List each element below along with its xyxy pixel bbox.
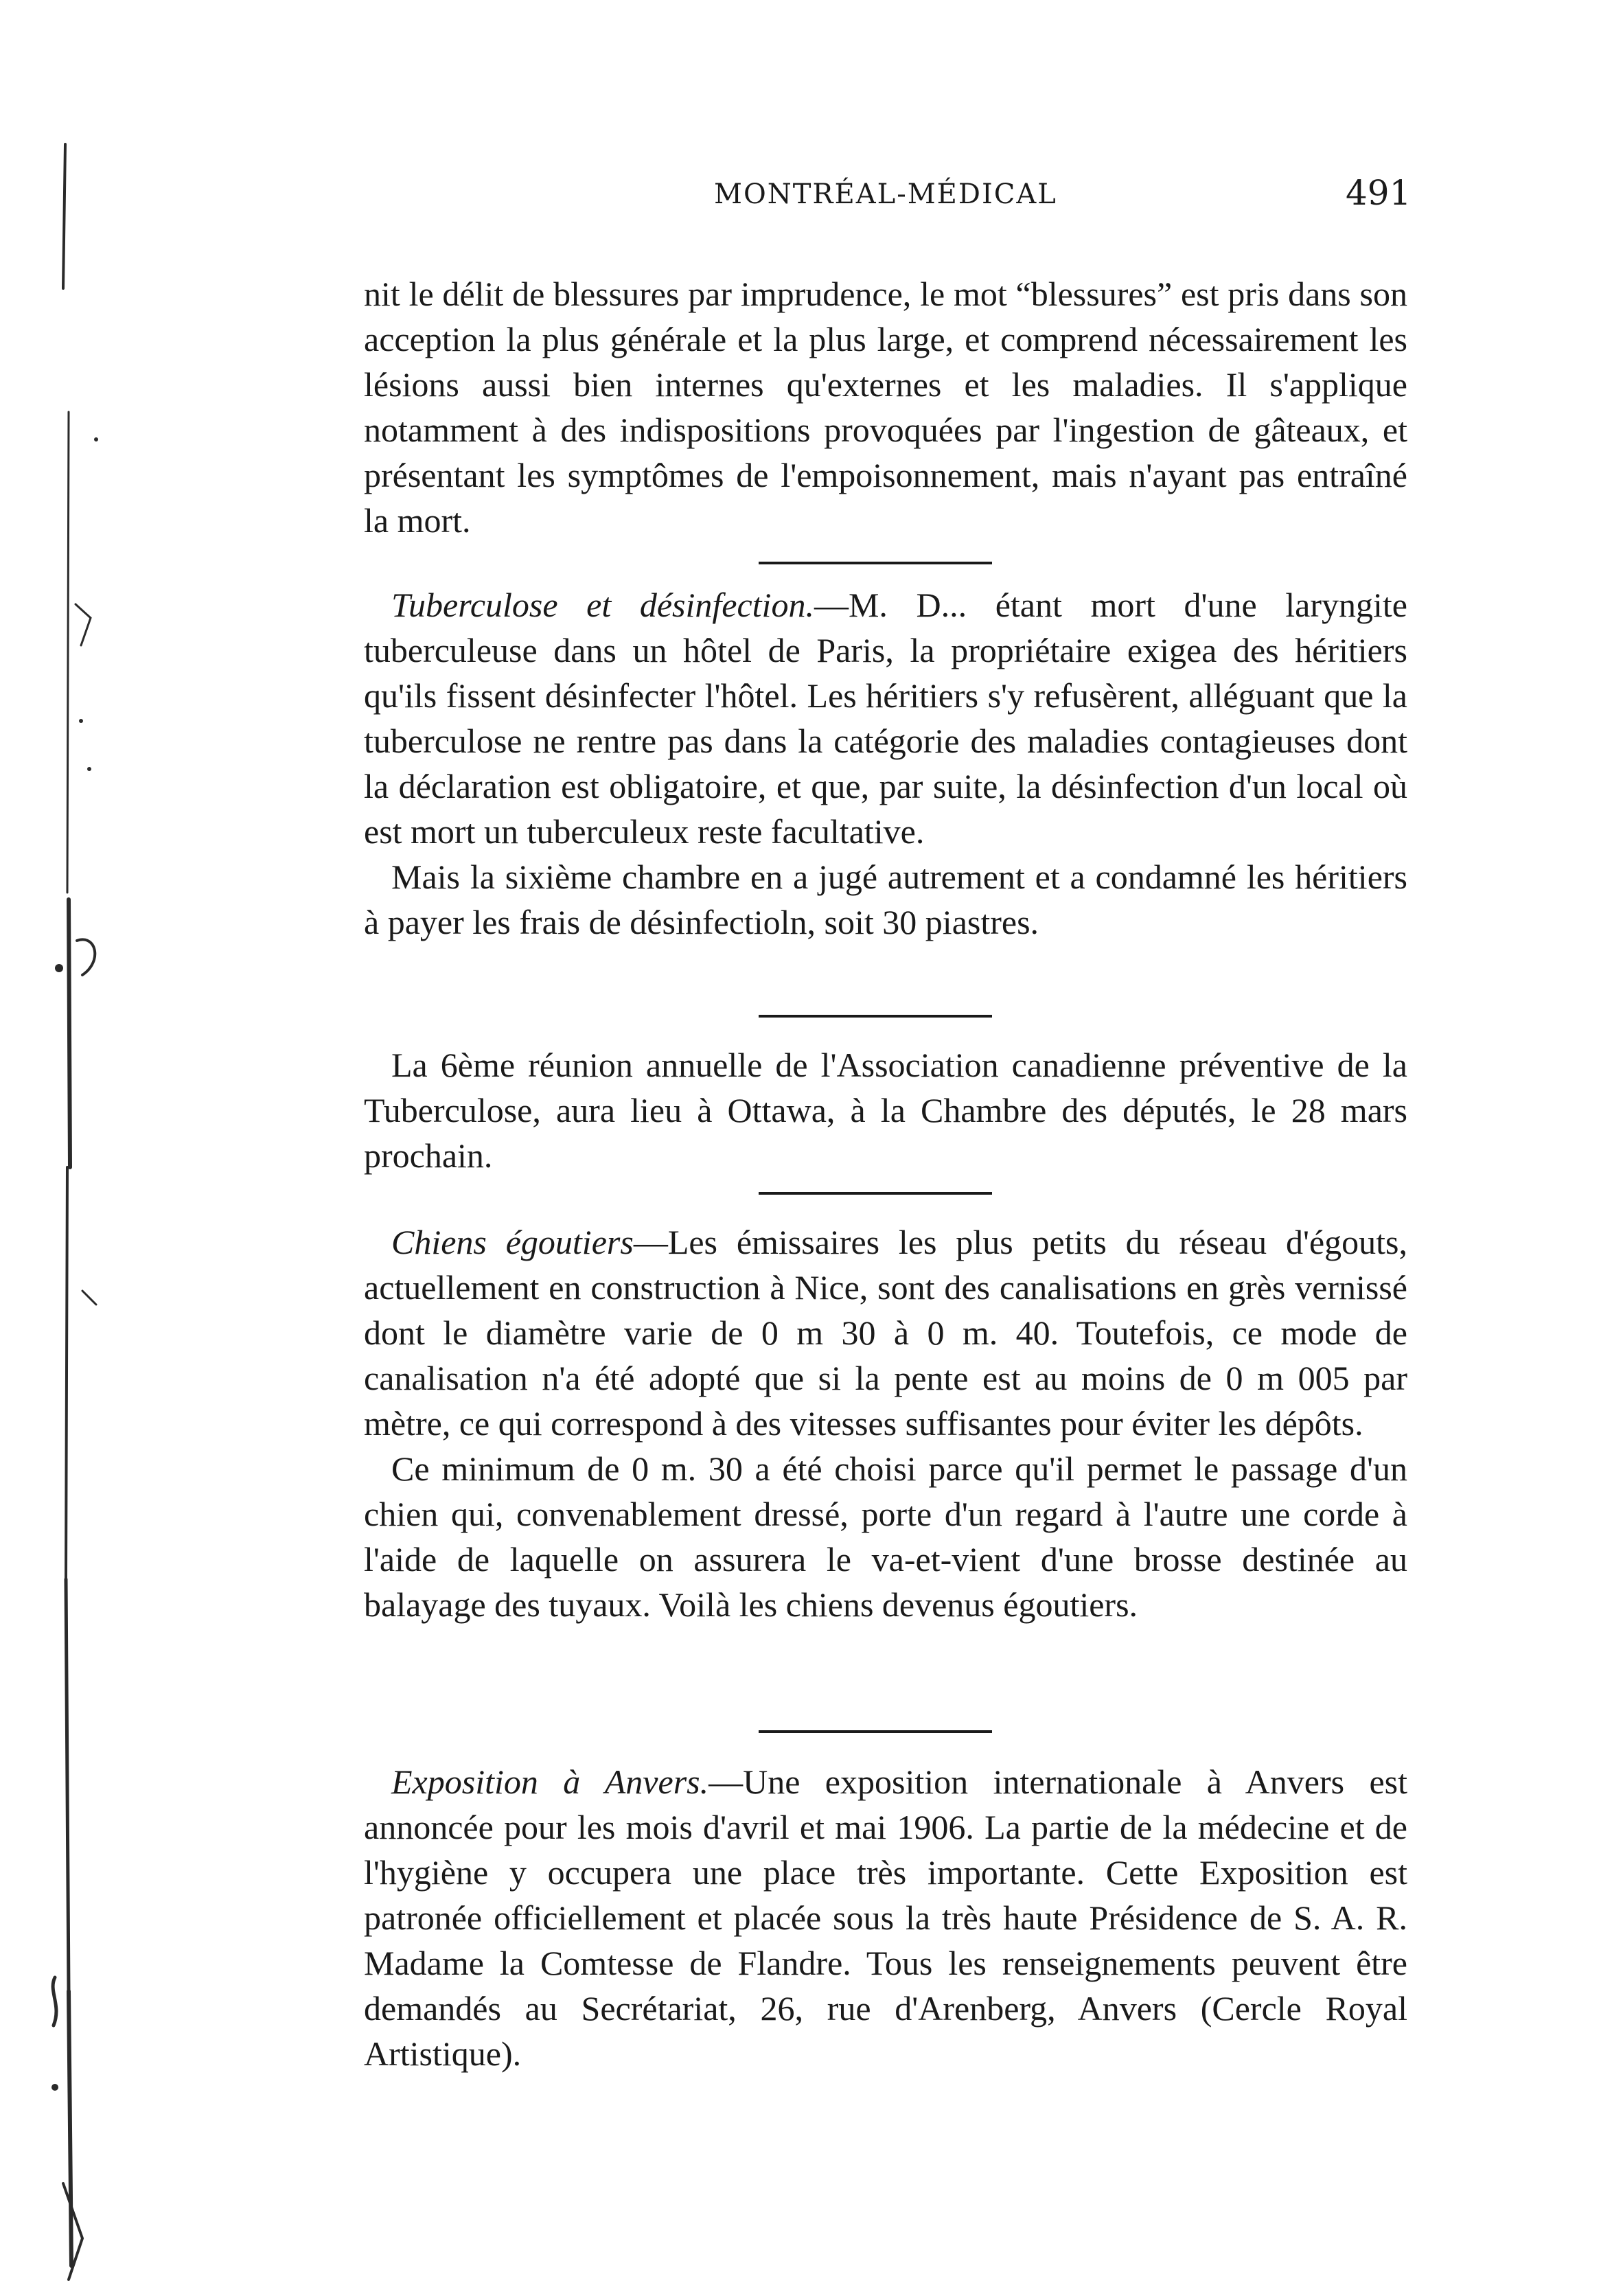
article-title: Tuberculose et désinfection. (391, 586, 814, 624)
article-title: Exposition à Anvers. (391, 1763, 709, 1801)
section-divider (759, 1192, 992, 1195)
running-head: MONTRÉAL-MÉDICAL (714, 179, 1057, 210)
article-exposition-anvers (364, 1759, 1407, 2076)
article-paragraph (364, 1219, 1407, 1446)
section-divider (759, 1015, 992, 1018)
paragraph-text: nit le délit de blessures par imprudence, le mot “blessures” est pris dans son acception la plus générale et la plus large, et comprend nécessairement les lésions aussi bien internes qu'externes et les maladies. Il s'applique notamment à des indispositions provoquées par l'ingestion de gâteaux, et présentant les symptômes de l'empoisonnement, mais n'ayant pas entraîné la mort. (364, 275, 1407, 540)
article-tuberculose (364, 582, 1407, 945)
article-text: —Une exposition internationale à Anvers est annoncée pour les mois d'avril et mai 1906. La partie de la médecine et de l'hygiène y occupera une place très importante. Cette Exposition est patronée officiellement et placée sous la très haute Présidence de S. A. R. Madame la Comtesse de Flandre. Tous les renseignements peuvent être demandés au Secrétariat, 26, rue d'Arenberg, Anvers (Cercle Royal Artistique). (364, 1763, 1407, 2073)
article-chiens-egoutiers (364, 1219, 1407, 1627)
article-title: Chiens égoutiers (391, 1223, 634, 1261)
article-text: —Les émissaires les plus petits du réseau d'égouts, actuellement en construction à Nice, sont des canalisations en grès vernissé dont le diamètre varie de 0 m 30 à 0 m. 40. Toutefois, ce mode de canalisation n'a été adopté que si la pente est au moins de 0 m 005 par mètre, ce qui correspond à des vitesses suffisantes pour éviter les dépôts. (364, 1223, 1408, 1443)
page-number: 491 (1346, 173, 1412, 213)
article-paragraph-2: Mais la sixième chambre en a jugé autrement et a condamné les héritiers à payer les frais de désinfectioln, soit 30 piastres. (364, 858, 1407, 941)
article-paragraph (364, 1759, 1407, 2076)
binding-edge-artifact (0, 0, 130, 2296)
article-text: —M. D... étant mort d'une laryngite tuberculeuse dans un hôtel de Paris, la propriétaire exigea des héritiers qu'ils fissent désinfecter l'hôtel. Les héritiers s'y refusèrent, alléguant que la tuberculose ne rentre pas dans la catégorie des maladies contagieuses dont la déclaration est obligatoire, et que, par suite, la désinfection d'un local où est mort un tuberculeux reste facultative. (364, 586, 1407, 851)
section-divider (759, 1730, 992, 1733)
paragraph-continuation (364, 271, 1407, 543)
article-paragraph-2: Ce minimum de 0 m. 30 a été choisi parce qu'il permet le passage d'un chien qui, convenablement dressé, porte d'un regard à l'autre une corde à l'aide de laquelle on assurera le va-et-vient d'une brosse destinée au balayage des tuyaux. Voilà les chiens devenus égoutiers. (364, 1449, 1407, 1624)
article-paragraph: La 6ème réunion annuelle de l'Association canadienne préventive de la Tuberculose, aura lieu à Ottawa, à la Chambre des députés, le 28 mars prochain. (364, 1046, 1407, 1175)
article-reunion (364, 1042, 1407, 1178)
article-paragraph (364, 582, 1407, 854)
section-divider (759, 562, 992, 564)
